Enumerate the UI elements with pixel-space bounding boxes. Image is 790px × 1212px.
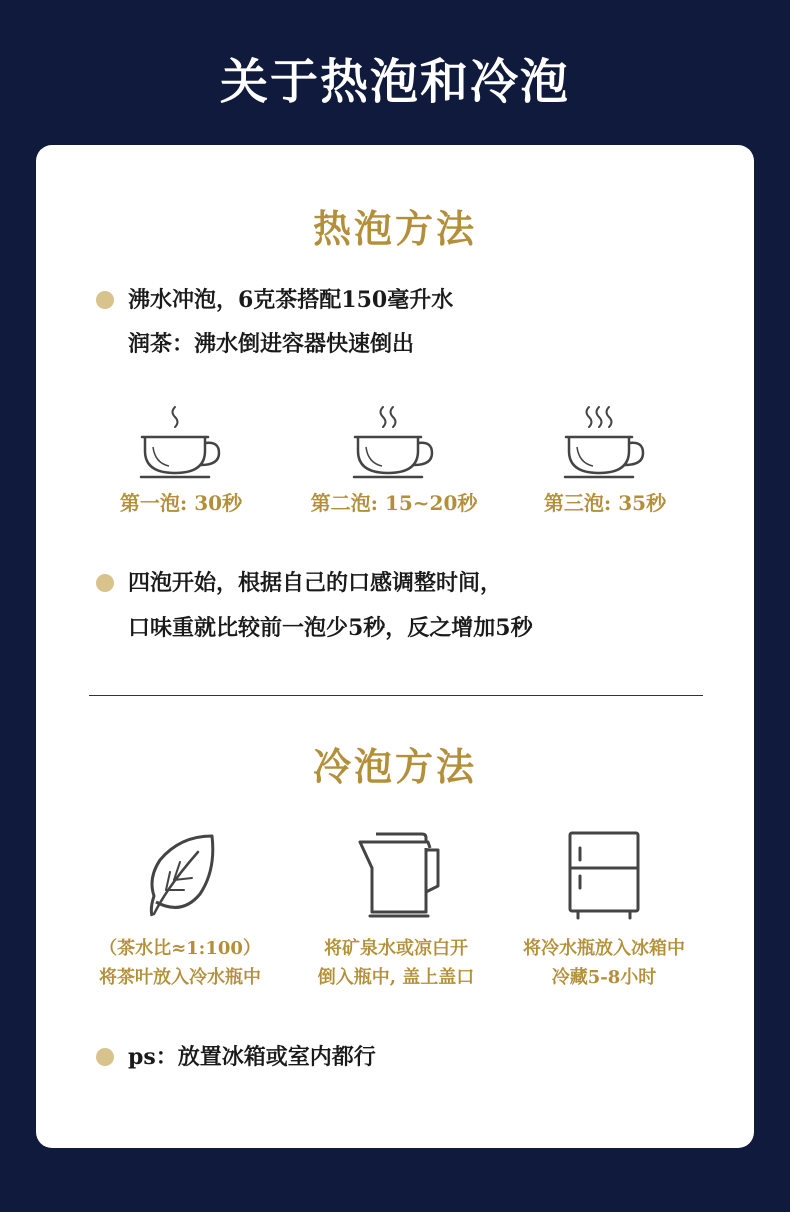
fridge-icon xyxy=(564,830,644,920)
leaf-icon xyxy=(140,830,220,920)
cold-step-caption xyxy=(286,934,506,992)
bullet-dot xyxy=(96,574,114,592)
hot-note-line: 四泡开始，根据自己的口感调整时间， xyxy=(128,570,503,596)
caption-line: （茶水比≈1:100） xyxy=(99,938,261,959)
cup-icon-two-steam xyxy=(352,403,436,479)
hot-brew-title: 热泡方法 xyxy=(312,206,477,251)
page-title: 关于热泡和冷泡 xyxy=(219,54,570,110)
bullet-dot xyxy=(96,1048,114,1066)
bullet-dot xyxy=(96,291,114,309)
cold-step-3 xyxy=(494,830,714,992)
cold-step-caption xyxy=(70,934,290,992)
caption-line: 将茶叶放入冷水瓶中 xyxy=(99,967,261,988)
hot-instruction-line: 沸水冲泡，6克茶搭配150毫升水 xyxy=(128,287,454,313)
ps-note: ps：放置冰箱或室内都行 xyxy=(128,1044,376,1070)
hot-note-line: 口味重就比较前一泡少5秒，反之增加5秒 xyxy=(128,615,533,641)
steep-label: 第一泡: 30秒 xyxy=(119,491,243,515)
caption-line: 将冷水瓶放入冰箱中 xyxy=(523,938,685,959)
section-divider xyxy=(89,695,703,696)
steep-2 xyxy=(294,403,494,517)
steep-label: 第三泡: 35秒 xyxy=(543,491,667,515)
cold-brew-title: 冷泡方法 xyxy=(312,744,477,789)
steep-label: 第二泡: 15~20秒 xyxy=(310,491,478,515)
steep-1 xyxy=(81,403,281,517)
kettle-icon xyxy=(346,830,446,920)
cold-step-caption xyxy=(494,934,714,992)
caption-line: 冷藏5-8小时 xyxy=(551,967,657,988)
hot-instruction-line: 润茶：沸水倒进容器快速倒出 xyxy=(128,331,415,357)
caption-line: 倒入瓶中, 盖上盖口 xyxy=(317,967,475,988)
cold-step-2 xyxy=(286,830,506,992)
cup-icon-one-steam xyxy=(139,403,223,479)
cold-step-1 xyxy=(70,830,290,992)
content-card xyxy=(36,145,754,1148)
steep-3 xyxy=(505,403,705,517)
cup-icon-three-steam xyxy=(563,403,647,479)
caption-line: 将矿泉水或凉白开 xyxy=(324,938,468,959)
